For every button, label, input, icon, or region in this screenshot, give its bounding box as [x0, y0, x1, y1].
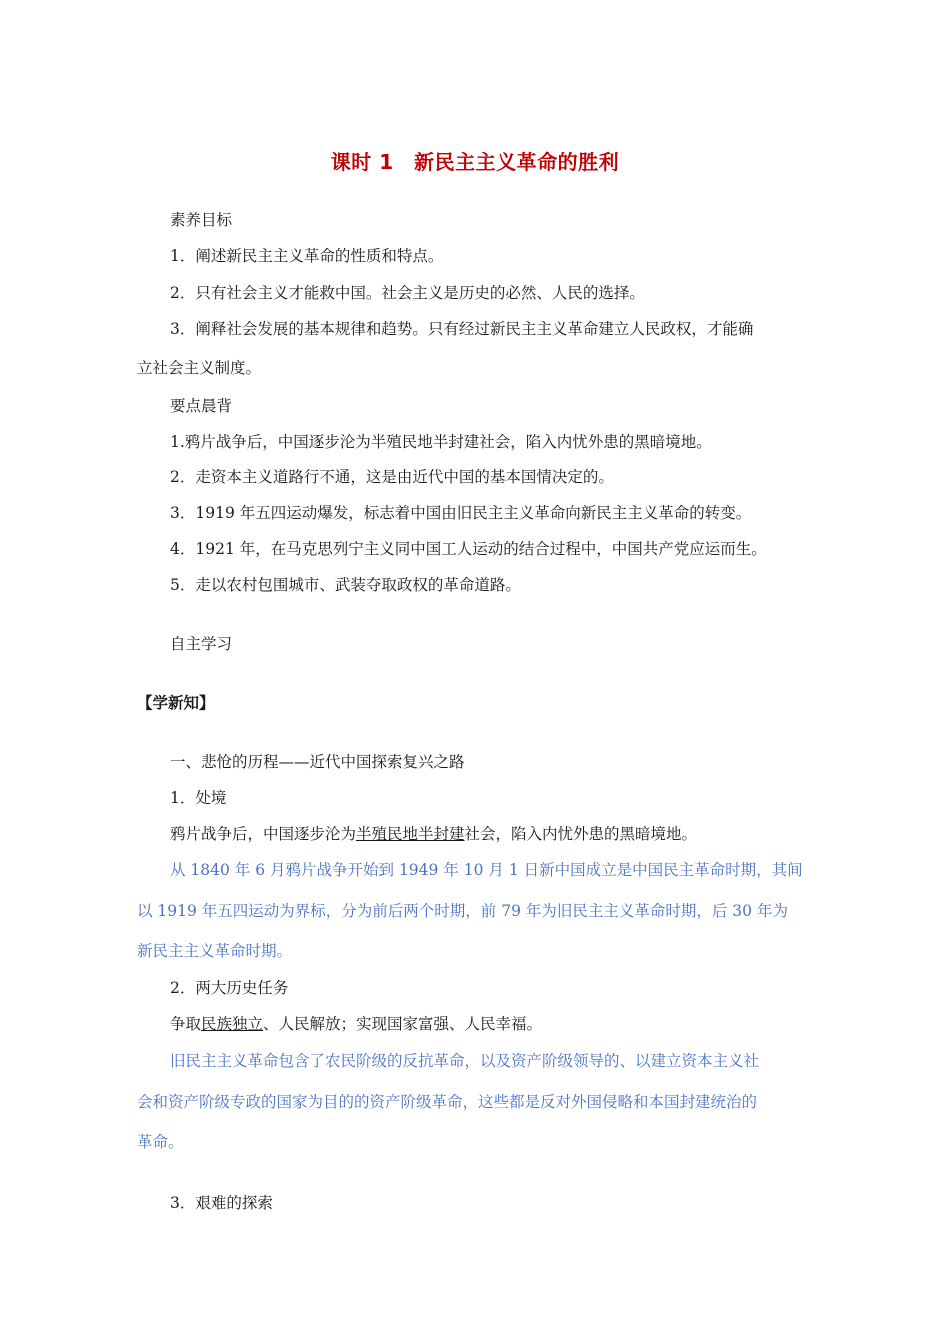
sub1-text — [170, 823, 697, 845]
sub1-note: 以 1919 年五四运动为界标，分为前后两个时期，前 79 年为旧民主主义革命时期，后 30 年为 — [137, 902, 788, 920]
section1-heading: 一、悲怆的历程——近代中国探索复兴之路 — [170, 753, 465, 771]
key-point-item: 2．走资本主义道路行不通，这是由近代中国的基本国情决定的。 — [170, 468, 614, 486]
key-points-heading: 要点晨背 — [170, 397, 233, 415]
key-point-item: 5．走以农村包围城市、武装夺取政权的革命道路。 — [170, 576, 521, 594]
sub1-note: 新民主主义革命时期。 — [137, 942, 293, 960]
key-point-item: 4．1921 年，在马克思列宁主义同中国工人运动的结合过程中，中国共产党应运而生。 — [170, 540, 767, 558]
sub1-heading: 1．处境 — [170, 789, 227, 807]
sub2-text-after: 、人民解放；实现国家富强、人民幸福。 — [263, 1015, 543, 1033]
sub1-underlined-term: 半殖民地半封建 — [356, 825, 465, 843]
sub1-note: 从 1840 年 6 月鸦片战争开始到 1949 年 10 月 1 日新中国成立是中国民主革命时期，其间 — [170, 861, 803, 879]
sub2-heading: 2．两大历史任务 — [170, 979, 289, 997]
goal-item: 2．只有社会主义才能救中国。社会主义是历史的必然、人民的选择。 — [170, 284, 645, 302]
goal-item-continued: 立社会主义制度。 — [137, 359, 262, 377]
sub2-note: 会和资产阶级专政的国家为目的的资产阶级革命，这些都是反对外国侵略和本国封建统治的 — [137, 1093, 758, 1111]
sub2-underlined-term: 民族独立 — [201, 1015, 264, 1033]
sub2-text — [170, 1013, 542, 1035]
goals-heading: 素养目标 — [170, 211, 233, 229]
sub2-text-before: 争取 — [170, 1015, 202, 1033]
new-knowledge-heading: 【学新知】 — [137, 693, 215, 712]
key-point-item: 1.鸦片战争后，中国逐步沦为半殖民地半封建社会，陷入内忧外患的黑暗境地。 — [170, 433, 712, 451]
sub2-note: 旧民主主义革命包含了农民阶级的反抗革命，以及资产阶级领导的、以建立资本主义社 — [170, 1052, 760, 1070]
sub2-note: 革命。 — [137, 1133, 184, 1151]
sub1-text-after: 社会，陷入内忧外患的黑暗境地。 — [464, 825, 698, 843]
goal-item: 3．阐释社会发展的基本规律和趋势。只有经过新民主主义革命建立人民政权，才能确 — [170, 320, 754, 338]
goal-item: 1．阐述新民主主义革命的性质和特点。 — [170, 247, 444, 265]
key-point-item: 3．1919 年五四运动爆发，标志着中国由旧民主主义革命向新民主主义革命的转变。 — [170, 504, 752, 522]
page-title: 课时 1 新民主主义革命的胜利 — [330, 150, 620, 174]
sub3-heading: 3．艰难的探索 — [170, 1194, 273, 1212]
sub1-text-before: 鸦片战争后，中国逐步沦为 — [170, 825, 357, 843]
self-study-heading: 自主学习 — [170, 635, 233, 653]
